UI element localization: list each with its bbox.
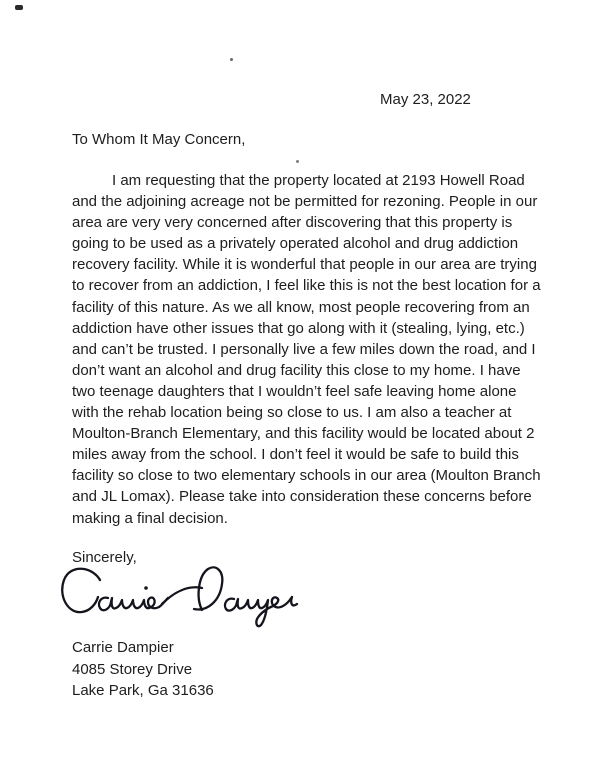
signature-stroke-d (194, 567, 222, 610)
letter-body: I am requesting that the property located at 2193 Howell Road and the adjoining acreage not be permitted for rezoning. People in our area are very very concerned after discovering that this property is going to be used as a privately operated alcohol and drug addiction recovery facility. While it is wonderful that people in our area are trying to recover from an addiction, I feel like this is not the best location for a facility of this nature. As we all know, most people recovering from an addiction have other issues that go along with it (stealing, lying, etc.) and can’t be trusted. I personally live a few miles down the road, and I don’t want an alcohol and drug facility this close to my home. I have two teenage daughters that I wouldn’t feel safe leaving home alone with the rehab location being so close to us. I am also a teacher at Moulton-Branch Elementary, and this facility would be located about 2 miles away from the school. I don’t feel it would be safe to build this facility so close to two elementary schools in our area (Moulton Branch and JL Lomax). Please take into consideration these concerns before making a final decision. (72, 172, 541, 527)
scan-artifact (230, 58, 233, 61)
scan-artifact (15, 5, 23, 10)
signature-i-dot (144, 586, 148, 590)
closing: Sincerely, (72, 549, 137, 566)
letter-date: May 23, 2022 (380, 91, 471, 108)
sender-name: Carrie Dampier (72, 639, 174, 656)
signature (56, 562, 301, 634)
scan-artifact (296, 160, 299, 163)
signature-stroke-carrie (62, 569, 168, 612)
signature-stroke-flourish (162, 587, 202, 604)
sender-block (72, 637, 214, 702)
signature-stroke-ampier (225, 597, 297, 626)
sender-address-line1: 4085 Storey Drive (72, 660, 193, 678)
sender-address-line2: Lake Park, Ga 31636 (72, 682, 214, 699)
salutation: To Whom It May Concern, (72, 131, 246, 148)
